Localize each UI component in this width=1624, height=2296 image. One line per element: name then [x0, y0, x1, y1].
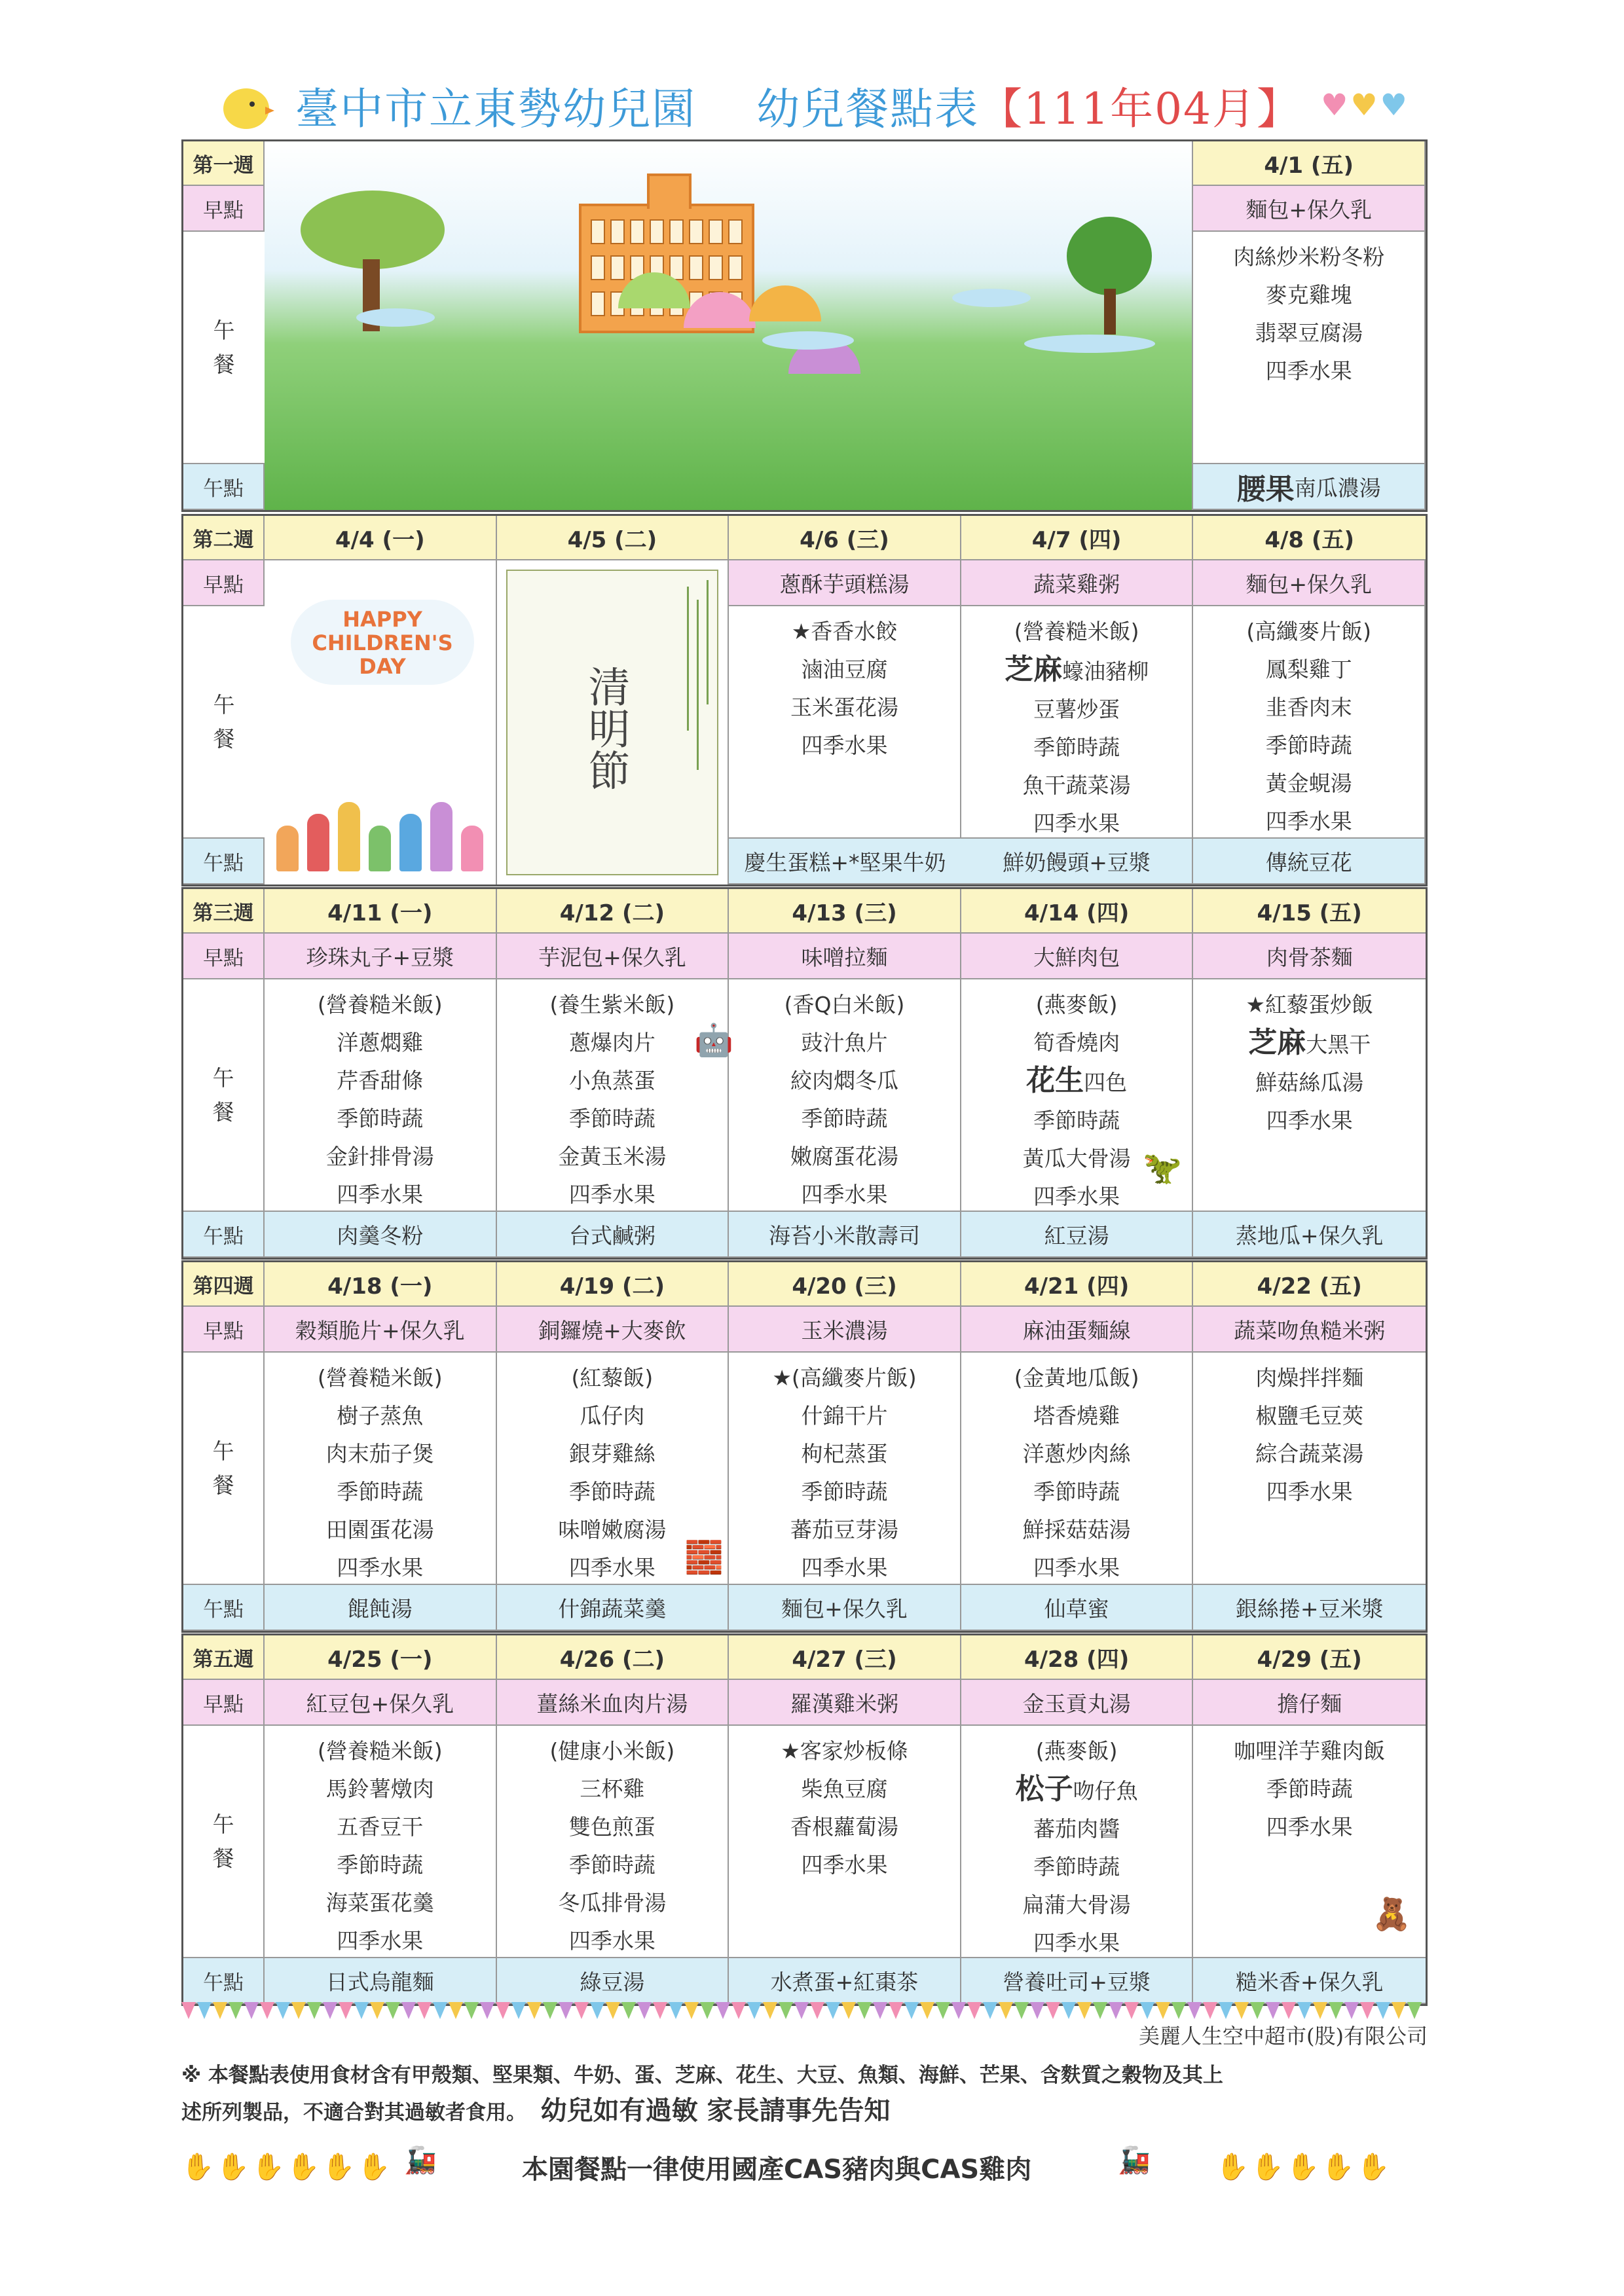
- toy-blocks-icon: 🧱: [684, 1539, 724, 1576]
- breakfast-item: 麵包+保久乳: [1193, 560, 1426, 606]
- tree-icon: [301, 191, 445, 269]
- lunch-item: (燕麥飯): [1035, 1738, 1118, 1764]
- lunch-item: 季節時蔬: [337, 1106, 424, 1131]
- teddy-bear-icon: 🧸: [1372, 1896, 1411, 1933]
- lunch-item: 季節時蔬: [1033, 1854, 1120, 1880]
- lunch-item: 季節時蔬: [801, 1479, 888, 1504]
- lunch-item: 四季水果: [1033, 811, 1120, 836]
- lunch-item: 魚干蔬菜湯: [1022, 773, 1131, 798]
- lunch-item: 韭香肉末: [1265, 695, 1352, 720]
- snack-item: 餛飩湯: [265, 1585, 497, 1631]
- allergy-emphasis: 幼兒如有過敏 家長請事先告知: [540, 2096, 891, 2126]
- day-date: 4/11 (一): [265, 889, 497, 934]
- lunch-item: 黃瓜大骨湯: [1022, 1146, 1131, 1171]
- breakfast-item: 肉骨茶麵: [1193, 934, 1426, 979]
- lunch-label: [183, 979, 265, 1212]
- day-date: 4/29 (五): [1193, 1635, 1426, 1680]
- lunch-list: [961, 606, 1194, 839]
- lunch-list: [497, 979, 729, 1212]
- raised-hand-icon: [338, 802, 360, 871]
- train-icon: 🚂: [1118, 2145, 1151, 2176]
- lunch-item: 什錦干片: [801, 1403, 888, 1429]
- lunch-item: 四季水果: [801, 1555, 888, 1580]
- menu-month: 【111年04月】: [979, 83, 1302, 134]
- week-label: 第四週: [183, 1262, 265, 1307]
- snack-item: 麵包+保久乳: [729, 1585, 961, 1631]
- lunch-item-bold: 松子: [1015, 1772, 1073, 1806]
- lunch-item: 肉燥拌拌麵: [1255, 1365, 1364, 1391]
- lunch-label: [183, 1353, 265, 1585]
- lunch-label: [183, 606, 265, 839]
- day-date: 4/7 (四): [961, 516, 1194, 560]
- week-1-table: [181, 139, 1428, 512]
- lunch-item: ★香香水餃: [791, 619, 898, 644]
- page-title: [295, 74, 1301, 136]
- page-header: [183, 65, 1441, 144]
- week-4-table: [181, 1260, 1428, 1633]
- childrens-day-panel: [265, 560, 497, 884]
- footer-bottom: [181, 2142, 1428, 2195]
- lunch-item: 滷油豆腐: [801, 657, 888, 682]
- lunch-item-bold: 芝麻: [1005, 653, 1063, 686]
- breakfast-item: 穀類脆片+保久乳: [265, 1307, 497, 1353]
- lunch-item: 蕃茄肉醬: [1033, 1816, 1120, 1842]
- lunch-item-rest: 大黑干: [1306, 1032, 1371, 1057]
- lunch-item: 瓜仔肉: [580, 1403, 645, 1429]
- week-label: 第五週: [183, 1635, 265, 1680]
- lunch-label-1: 午: [213, 691, 235, 718]
- breakfast-item: 芋泥包+保久乳: [497, 934, 729, 979]
- day-date: 4/15 (五): [1193, 889, 1426, 934]
- snack-label: 午點: [183, 1958, 265, 2004]
- lunch-item: [1016, 1770, 1138, 1810]
- lunch-item: 季節時蔬: [568, 1852, 655, 1878]
- lunch-item: 季節時蔬: [1033, 1108, 1120, 1133]
- lunch-item: 季節時蔬: [337, 1852, 424, 1878]
- lunch-item: 芹香甜條: [337, 1068, 424, 1093]
- lunch-item: 鮮菇絲瓜湯: [1255, 1070, 1364, 1095]
- lunch-list: [729, 1726, 961, 1958]
- week-label: 第三週: [183, 889, 265, 934]
- breakfast-label: 早點: [183, 186, 265, 232]
- lunch-item: 四季水果: [801, 733, 888, 758]
- lunch-item: ★(高纖麥片飯): [772, 1365, 917, 1391]
- snack-label: 午點: [183, 464, 265, 510]
- day-date: 4/1 (五): [1193, 141, 1426, 186]
- lunch-item: (營養糙米飯): [317, 992, 443, 1017]
- lunch-label: [183, 1726, 265, 1958]
- lunch-item: 田園蛋花湯: [325, 1517, 434, 1542]
- lunch-item: 四季水果: [801, 1852, 888, 1878]
- lunch-item: 枸杞蒸蛋: [801, 1441, 888, 1467]
- breakfast-item: 蔬菜吻魚糙米粥: [1193, 1307, 1426, 1353]
- lunch-item: 絞肉燜冬瓜: [790, 1068, 898, 1093]
- snack-label: 午點: [183, 1212, 265, 1258]
- lunch-item-rest: 四色: [1084, 1070, 1128, 1095]
- breakfast-item: 麵包+保久乳: [1193, 186, 1426, 232]
- week-5-table: [181, 1633, 1428, 2006]
- lunch-item: 塔香燒雞: [1033, 1403, 1120, 1429]
- lunch-item: 季節時蔬: [337, 1479, 424, 1504]
- lunch-item: 四季水果: [1266, 1814, 1353, 1840]
- day-date: 4/27 (三): [729, 1635, 961, 1680]
- lunch-list: [729, 1353, 961, 1585]
- breakfast-item: 玉米濃湯: [729, 1307, 961, 1353]
- lunch-item: (香Q白米飯): [784, 992, 905, 1017]
- lunch-list: [1193, 1353, 1426, 1585]
- breakfast-label: 早點: [183, 1307, 265, 1353]
- breakfast-item: 羅漢雞米粥: [729, 1680, 961, 1726]
- lunch-list: [1193, 979, 1426, 1212]
- lunch-item: (燕麥飯): [1035, 992, 1118, 1017]
- lunch-item: 四季水果: [1266, 1479, 1353, 1504]
- lunch-item: 蔥爆肉片: [568, 1030, 655, 1055]
- lunch-label-2: 餐: [212, 1472, 234, 1498]
- raised-hand-icon: [276, 826, 299, 871]
- breakfast-item: 薑絲米血肉片湯: [497, 1680, 729, 1726]
- breakfast-label: 早點: [183, 560, 265, 606]
- raised-hand-icon: [399, 814, 422, 871]
- lunch-item: (營養糙米飯): [317, 1738, 443, 1764]
- lunch-item: 四季水果: [337, 1555, 424, 1580]
- lunch-list: [497, 1726, 729, 1958]
- company-name: 美麗人生空中超市(股)有限公司: [1139, 2024, 1428, 2049]
- lunch-item: 四季水果: [1265, 358, 1352, 384]
- lunch-item: 四季水果: [1266, 1108, 1353, 1133]
- holiday-name: 清明節: [581, 665, 630, 791]
- snack-item: 仙草蜜: [961, 1585, 1194, 1631]
- lunch-item: (金黃地瓜飯): [1014, 1365, 1139, 1391]
- lunch-item: 咖哩洋芋雞肉飯: [1234, 1738, 1386, 1764]
- lunch-label: [183, 232, 265, 464]
- lunch-item: (健康小米飯): [549, 1738, 675, 1764]
- lunch-label-1: 午: [212, 1065, 234, 1091]
- lunch-item: 小魚蒸蛋: [568, 1068, 655, 1093]
- snack-item: 水煮蛋+紅棗茶: [729, 1958, 961, 2004]
- lunch-label-2: 餐: [213, 351, 235, 377]
- snack-item: [1193, 464, 1426, 510]
- handprints-icon: ✋✋✋✋✋: [1216, 2152, 1393, 2182]
- lunch-item: 金針排骨湯: [325, 1144, 434, 1169]
- snack-item: 糙米香+保久乳: [1193, 1958, 1426, 2004]
- raised-hand-icon: [430, 802, 452, 871]
- raised-hand-icon: [369, 826, 391, 871]
- lunch-label-1: 午: [212, 1438, 234, 1464]
- snack-item: 肉羹冬粉: [265, 1212, 497, 1258]
- lunch-item: 馬鈴薯燉肉: [325, 1776, 434, 1802]
- allergy-line-1: ※ 本餐點表使用食材含有甲殼類、堅果類、牛奶、蛋、芝麻、花生、大豆、魚類、海鮮、芒果、含麩質之穀物及其上: [181, 2064, 1223, 2087]
- footer: [181, 2020, 1428, 2195]
- lunch-item: 肉末茄子煲: [325, 1441, 434, 1467]
- day-date: 4/25 (一): [265, 1635, 497, 1680]
- day-date: 4/5 (二): [497, 516, 729, 560]
- lunch-item: 季節時蔬: [1265, 733, 1352, 758]
- lunch-label-1: 午: [213, 317, 235, 343]
- snack-label: 午點: [183, 839, 265, 884]
- snack-item: 紅豆湯: [961, 1212, 1194, 1258]
- lunch-item: 鳳梨雞丁: [1265, 657, 1352, 682]
- lunch-item: 四季水果: [337, 1928, 424, 1954]
- snack-item: 傳統豆花: [1193, 839, 1426, 884]
- lunch-item: 洋蔥炒肉絲: [1022, 1441, 1131, 1467]
- lunch-item: 黃金蜆湯: [1265, 771, 1352, 796]
- menu-subtitle: 幼兒餐點表: [756, 83, 980, 134]
- week-2-table: [181, 514, 1428, 886]
- lunch-label-1: 午: [212, 1811, 234, 1837]
- snack-item: 綠豆湯: [497, 1958, 729, 2004]
- day-date: 4/28 (四): [961, 1635, 1194, 1680]
- snack-item: 海苔小米散壽司: [729, 1212, 961, 1258]
- day-date: 4/22 (五): [1193, 1262, 1426, 1307]
- lunch-item: ★客家炒板條: [781, 1738, 908, 1764]
- lunch-item: 四季水果: [1265, 809, 1352, 834]
- lunch-item: 季節時蔬: [568, 1479, 655, 1504]
- day-date: 4/19 (二): [497, 1262, 729, 1307]
- lunch-list: [961, 1726, 1194, 1958]
- lunch-item: 鮮採菇菇湯: [1022, 1517, 1131, 1542]
- snack-item: 營養吐司+豆漿: [961, 1958, 1194, 2004]
- lunch-item-rest: 蠔油豬柳: [1062, 659, 1149, 684]
- lunch-label-2: 餐: [213, 725, 235, 752]
- lunch-item: 洋蔥燜雞: [337, 1030, 424, 1055]
- breakfast-item: 蔥酥芋頭糕湯: [729, 560, 961, 606]
- lunch-list: [961, 1353, 1194, 1585]
- week-label: 第一週: [183, 141, 265, 186]
- lunch-item: 嫩腐蛋花湯: [790, 1144, 898, 1169]
- lunch-item: 冬瓜排骨湯: [558, 1890, 667, 1916]
- lunch-item: 柴魚豆腐: [801, 1776, 888, 1802]
- day-date: 4/21 (四): [961, 1262, 1194, 1307]
- day-date: 4/4 (一): [265, 516, 497, 560]
- breakfast-item: 擔仔麵: [1193, 1680, 1426, 1726]
- day-date: 4/26 (二): [497, 1635, 729, 1680]
- lunch-item: [1248, 1024, 1371, 1064]
- robot-icon: 🤖: [694, 1022, 733, 1059]
- breakfast-item: 麻油蛋麵線: [961, 1307, 1194, 1353]
- lunch-item: (養生紫米飯): [549, 992, 675, 1017]
- day-date: 4/12 (二): [497, 889, 729, 934]
- lunch-item: 三杯雞: [580, 1776, 645, 1802]
- lunch-item-bold: 花生: [1026, 1064, 1084, 1097]
- lunch-label-2: 餐: [212, 1845, 234, 1871]
- raised-hand-icon: [461, 826, 483, 871]
- day-date: 4/13 (三): [729, 889, 961, 934]
- lunch-item: 雙色煎蛋: [568, 1814, 655, 1840]
- breakfast-item: 大鮮肉包: [961, 934, 1194, 979]
- lunch-item: 麥克雞塊: [1265, 282, 1352, 308]
- lunch-item: 四季水果: [568, 1182, 655, 1207]
- lunch-item: ★紅藜蛋炒飯: [1246, 992, 1373, 1017]
- snack-item: 什錦蔬菜羹: [497, 1585, 729, 1631]
- lunch-item: 四季水果: [337, 1182, 424, 1207]
- day-date: 4/14 (四): [961, 889, 1194, 934]
- week-3-table: [181, 887, 1428, 1260]
- snack-item: 鮮奶饅頭+豆漿: [961, 839, 1194, 884]
- meat-notice: 本園餐點一律使用國產CAS豬肉與CAS雞肉: [522, 2155, 1032, 2185]
- handprints-icon: ✋✋✋✋✋✋: [181, 2152, 393, 2182]
- allergy-notice: [181, 2058, 1428, 2130]
- lunch-list: [265, 979, 497, 1212]
- lunch-item: 四季水果: [568, 1555, 655, 1580]
- lunch-item: [1005, 651, 1149, 691]
- lunch-item: 銀芽雞絲: [568, 1441, 655, 1467]
- school-name: 臺中市立東勢幼兒園: [295, 83, 697, 134]
- breakfast-label: 早點: [183, 934, 265, 979]
- qingming-holiday-panel: [497, 560, 729, 884]
- lunch-item: (營養糙米飯): [317, 1365, 443, 1391]
- lunch-item: [1026, 1062, 1127, 1102]
- lunch-item: 綜合蔬菜湯: [1255, 1441, 1364, 1467]
- lunch-item: 海菜蛋花羹: [325, 1890, 434, 1916]
- week-label: 第二週: [183, 516, 265, 560]
- lunch-list: [265, 1353, 497, 1585]
- train-icon: 🚂: [404, 2145, 437, 2176]
- lunch-item: 蕃茄豆芽湯: [790, 1517, 898, 1542]
- snack-label: 午點: [183, 1585, 265, 1631]
- breakfast-item: 蔬菜雞粥: [961, 560, 1194, 606]
- lunch-list: [265, 1726, 497, 1958]
- snack-item-bold: 腰果: [1236, 473, 1295, 506]
- snack-item: 慶生蛋糕+*堅果牛奶: [729, 839, 961, 884]
- lunch-item: 樹子蒸魚: [337, 1403, 424, 1429]
- lunch-item: 豉汁魚片: [801, 1030, 888, 1055]
- breakfast-item: 珍珠丸子+豆漿: [265, 934, 497, 979]
- lunch-item: 椒鹽毛豆莢: [1255, 1403, 1364, 1429]
- lunch-item: 筍香燒肉: [1033, 1030, 1120, 1055]
- breakfast-item: 銅鑼燒+大麥飲: [497, 1307, 729, 1353]
- lunch-list: [729, 606, 961, 839]
- lunch-item: 香根蘿蔔湯: [790, 1814, 898, 1840]
- lunch-list: [1193, 606, 1426, 839]
- lunch-item: 季節時蔬: [1033, 735, 1120, 760]
- lunch-item: 四季水果: [1033, 1930, 1120, 1956]
- lunch-item: 季節時蔬: [801, 1106, 888, 1131]
- hearts-icon: ♥ ♥ ♥: [1321, 87, 1407, 122]
- lunch-item: (營養糙米飯): [1014, 619, 1139, 644]
- lunch-item: (紅藜飯): [571, 1365, 654, 1391]
- lunch-item-bold: 芝麻: [1248, 1026, 1306, 1059]
- lunch-item: 肉絲炒米粉冬粉: [1233, 244, 1385, 270]
- lunch-item: 翡翠豆腐湯: [1255, 320, 1363, 346]
- tree-icon: [1067, 217, 1152, 295]
- lunch-item: 季節時蔬: [568, 1106, 655, 1131]
- lunch-item-rest: 吻仔魚: [1073, 1778, 1138, 1804]
- day-date: 4/8 (五): [1193, 516, 1426, 560]
- allergy-line-2: 述所列製品，不適合對其過敏者食用。: [181, 2101, 526, 2124]
- lunch-item: 四季水果: [1033, 1555, 1120, 1580]
- lunch-item: 豆薯炒蛋: [1033, 697, 1120, 722]
- breakfast-item: 金玉貢丸湯: [961, 1680, 1194, 1726]
- childrens-day-text: HAPPY CHILDREN'S DAY: [312, 607, 453, 679]
- lunch-item: 四季水果: [1033, 1184, 1120, 1209]
- breakfast-label: 早點: [183, 1680, 265, 1726]
- lunch-list: [1193, 232, 1426, 464]
- lunch-list: [729, 979, 961, 1212]
- lunch-item: 玉米蛋花湯: [790, 695, 898, 720]
- lunch-item: 季節時蔬: [1266, 1776, 1353, 1802]
- snack-item: 日式烏龍麵: [265, 1958, 497, 2004]
- lunch-item: 扁蒲大骨湯: [1022, 1892, 1131, 1918]
- snack-item: 台式鹹粥: [497, 1212, 729, 1258]
- dinosaur-icon: 🦖: [1143, 1150, 1182, 1186]
- lunch-item: 季節時蔬: [1033, 1479, 1120, 1504]
- lunch-item: 四季水果: [568, 1928, 655, 1954]
- raised-hand-icon: [307, 814, 329, 871]
- snack-item: 銀絲捲+豆米漿: [1193, 1585, 1426, 1631]
- snack-item: 蒸地瓜+保久乳: [1193, 1212, 1426, 1258]
- day-date: 4/18 (一): [265, 1262, 497, 1307]
- lunch-label-2: 餐: [212, 1099, 234, 1125]
- lunch-item: 金黃玉米湯: [558, 1144, 667, 1169]
- breakfast-item: 味噌拉麵: [729, 934, 961, 979]
- breakfast-item: 紅豆包+保久乳: [265, 1680, 497, 1726]
- lunch-item: (高纖麥片飯): [1246, 619, 1372, 644]
- lunch-item: 味噌嫩腐湯: [558, 1517, 667, 1542]
- school-scene-illustration: [265, 141, 1193, 510]
- snack-item-rest: 南瓜濃湯: [1294, 475, 1381, 501]
- lunch-item: 四季水果: [801, 1182, 888, 1207]
- chick-icon: [217, 75, 276, 134]
- lunch-item: 五香豆干: [337, 1814, 424, 1840]
- day-date: 4/6 (三): [729, 516, 961, 560]
- day-date: 4/20 (三): [729, 1262, 961, 1307]
